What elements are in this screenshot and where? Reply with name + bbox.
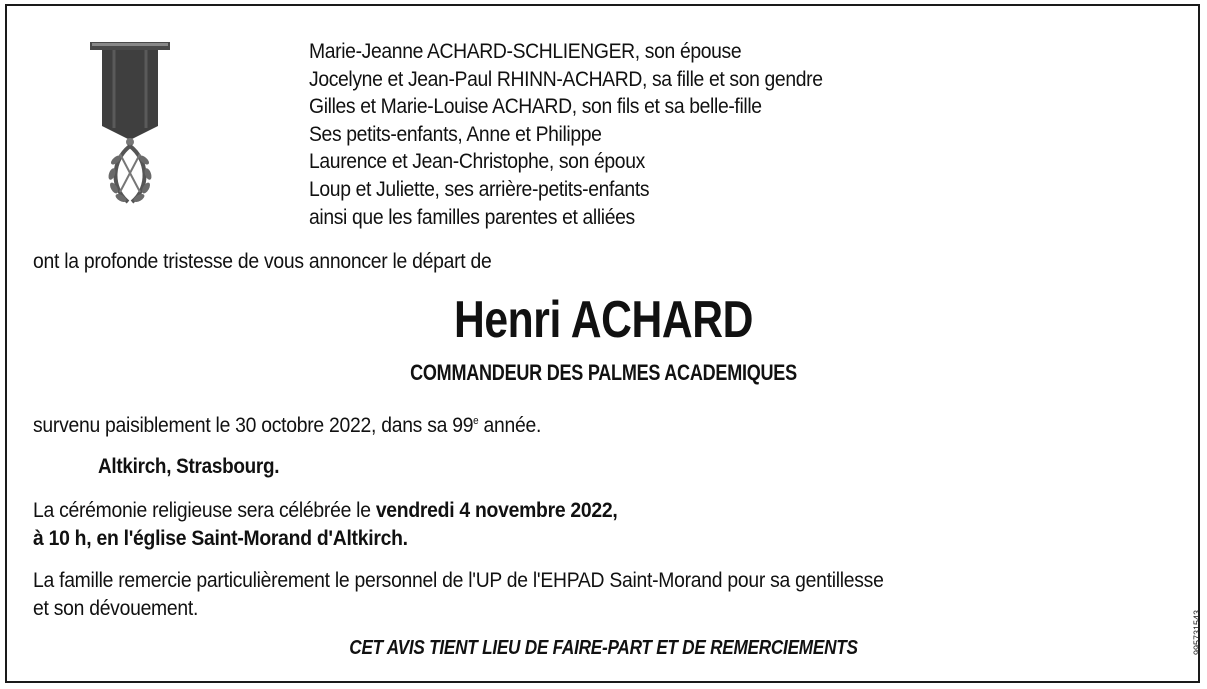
thanks-line: La famille remercie particulièrement le personnel de l'UP de l'EHPAD Saint-Morand pour sa gentillesse <box>33 568 884 592</box>
family-line: Marie-Jeanne ACHARD-SCHLIENGER, son épouse <box>309 39 742 63</box>
death-statement <box>33 413 541 438</box>
family-line: Gilles et Marie-Louise ACHARD, son fils et sa belle-fille <box>309 94 762 119</box>
footer-notice: CET AVIS TIENT LIEU DE FAIRE-PART ET DE REMERCIEMENTS <box>349 637 858 659</box>
ceremony-time-place: à 10 h, en l'église Saint-Morand d'Altkirch. <box>33 526 408 550</box>
ceremony-info <box>33 496 618 552</box>
palmes-academiques-medal-icon <box>90 42 170 212</box>
reference-number: 995731543 <box>1192 609 1202 655</box>
deceased-name: Henri ACHARD <box>453 291 754 349</box>
thanks-message <box>33 566 884 622</box>
death-text: survenu paisiblement le 30 octobre 2022, dans sa 99 <box>33 413 474 437</box>
places: Altkirch, Strasbourg. <box>98 455 280 478</box>
family-list <box>309 38 823 231</box>
ceremony-prefix: La cérémonie religieuse sera célébrée le <box>33 498 376 522</box>
ceremony-date: vendredi 4 novembre 2022, <box>375 498 618 522</box>
death-text-end: année. <box>478 413 542 437</box>
family-line: Laurence et Jean-Christophe, son époux <box>309 149 645 174</box>
death-superscript: e <box>473 415 479 427</box>
deceased-title: COMMANDEUR DES PALMES ACADEMIQUES <box>410 360 797 385</box>
family-line: Ses petits-enfants, Anne et Philippe <box>309 121 602 146</box>
family-line: Loup et Juliette, ses arrière-petits-enfants <box>309 176 650 201</box>
announcement-intro: ont la profonde tristesse de vous annoncer le départ de <box>33 249 492 273</box>
thanks-line: et son dévouement. <box>33 596 199 620</box>
family-line: Jocelyne et Jean-Paul RHINN-ACHARD, sa fille et son gendre <box>309 66 823 91</box>
family-line: ainsi que les familles parentes et alliées <box>309 204 635 229</box>
